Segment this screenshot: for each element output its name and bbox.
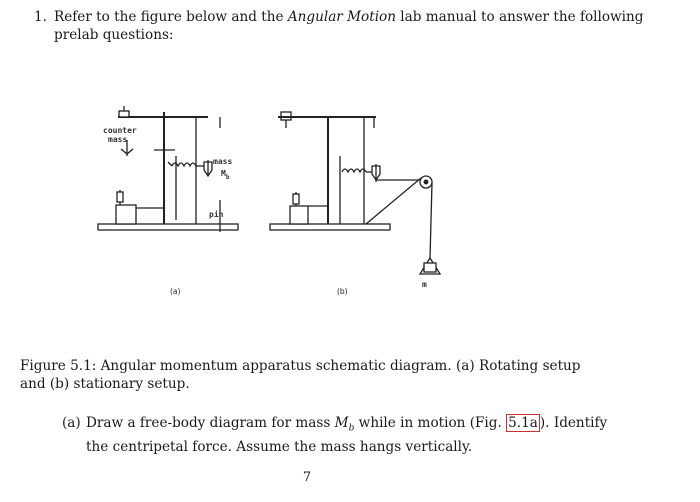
counter-mass-label-1: counter — [103, 126, 137, 135]
figure-label-b: (b) — [337, 287, 348, 296]
mass-label-2: $M_b$ — [221, 169, 230, 181]
base-platform-a — [98, 224, 238, 230]
counter-mass-label-2: mass — [108, 135, 128, 144]
question-a — [62, 414, 622, 456]
mass-label-1: mass — [213, 157, 233, 166]
hanging-mass-label: m — [422, 280, 427, 289]
subquestion-number: (a) — [62, 415, 81, 431]
question-text: Refer to the figure below and the Angular Motion lab manual to answer the following prelab questions: — [54, 9, 644, 43]
question-number: 1. — [34, 9, 47, 25]
pin-label: pin — [209, 210, 224, 219]
subquestion-text: Draw a free-body diagram for mass $M_b$ while in motion (Fig. 5.1a ). Identify the centripetal force. Assume the mass hangs vertically. — [86, 415, 608, 455]
manual-title: Angular Motion — [287, 9, 396, 25]
pulley-arm — [366, 178, 421, 224]
counter-weight-block-b — [290, 206, 308, 224]
hanging-mass — [424, 263, 436, 272]
figure-label-a: (a) — [170, 287, 181, 296]
counter-weight-block — [116, 205, 136, 224]
figure-caption: Figure 5.1: Angular momentum apparatus schematic diagram. (a) Rotating setup and (b) stationary setup. — [20, 358, 581, 392]
figure-reference-link[interactable]: 5.1a — [508, 415, 538, 431]
base-platform-b — [270, 224, 390, 230]
page-number: 7 — [302, 470, 312, 485]
mass-symbol: $M_b$ — [334, 415, 355, 434]
string-vertical — [430, 183, 432, 258]
spring-b — [342, 169, 366, 172]
